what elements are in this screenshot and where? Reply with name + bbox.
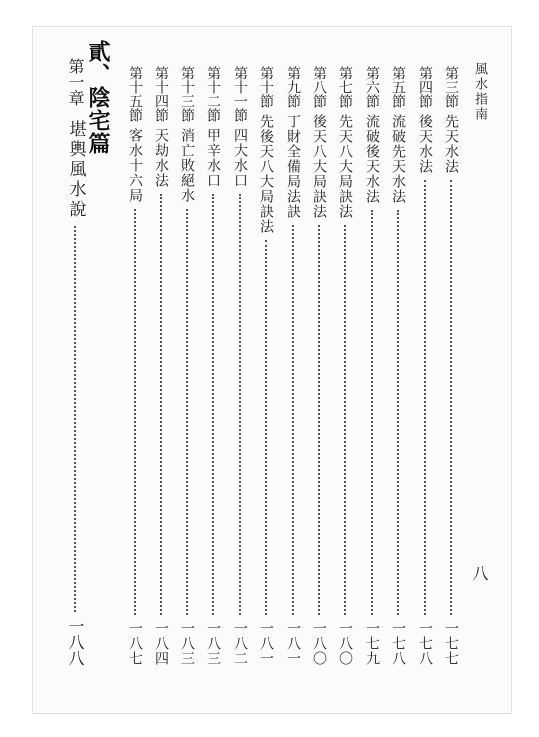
entry-title: 甲辛水口 [205, 128, 221, 188]
entry-label: 第三節 [443, 66, 459, 108]
entry-page: 一八三 [179, 621, 195, 666]
toc-entry[interactable] [229, 66, 251, 666]
entry-title: 流破後天水法 [364, 114, 380, 204]
entry-title: 消亡敗絕水 [179, 128, 195, 203]
dot-leader [265, 240, 267, 615]
entry-title: 先天八大局訣法 [337, 114, 353, 219]
entry-label: 第十三節 [179, 66, 195, 122]
entry-label: 第四節 [417, 66, 433, 108]
chapter-label: 第一章 [66, 58, 85, 106]
toc-entry[interactable] [440, 66, 462, 666]
toc-entry[interactable] [361, 66, 383, 666]
entry-title: 客水十六局 [127, 128, 143, 203]
entry-label: 第十四節 [153, 66, 169, 122]
entry-label: 第七節 [337, 66, 353, 108]
dot-leader [239, 194, 241, 615]
entry-page: 一八一 [285, 621, 301, 666]
entry-label: 第六節 [364, 66, 380, 108]
toc-chapter-entry[interactable] [62, 58, 88, 666]
entry-page: 一七九 [364, 621, 380, 666]
entry-page: 一八〇 [311, 621, 327, 666]
entry-title: 流破先天水法 [390, 114, 406, 204]
dot-leader [397, 210, 399, 615]
page-number: 八 [470, 565, 489, 581]
entry-label: 第十五節 [127, 66, 143, 122]
entry-label: 第十節 [258, 66, 274, 108]
entry-title: 先後天八大局訣法 [258, 114, 274, 234]
entry-label: 第十一節 [232, 66, 248, 122]
part-heading: 貳、陰宅篇 [85, 40, 110, 155]
toc-entry[interactable] [387, 66, 409, 666]
toc-entry[interactable] [202, 66, 224, 666]
dot-leader [318, 225, 320, 615]
dot-leader [292, 225, 294, 615]
toc-entry[interactable] [282, 66, 304, 666]
chapter-title: 堪輿風水說 [65, 120, 86, 220]
entry-page: 一八三 [205, 621, 221, 666]
entry-title: 先天水法 [443, 114, 459, 174]
toc-entry[interactable] [255, 66, 277, 666]
entry-label: 第八節 [311, 66, 327, 108]
entry-title: 丁財全備局法訣 [285, 114, 301, 219]
entry-page: 一八七 [127, 621, 143, 666]
entry-page: 一七七 [443, 621, 459, 666]
dot-leader [74, 226, 76, 612]
running-head: 風水指南 [472, 62, 487, 122]
entry-title: 天劫水法 [153, 128, 169, 188]
entry-page: 一八一 [258, 621, 274, 666]
dot-leader [160, 194, 162, 615]
entry-title: 後天八大局訣法 [311, 114, 327, 219]
entry-title: 後天水法 [417, 114, 433, 174]
chapter-page: 一八八 [66, 618, 85, 666]
entry-page: 一八二 [232, 621, 248, 666]
dot-leader [212, 194, 214, 615]
dot-leader [371, 210, 373, 615]
toc-entry[interactable] [308, 66, 330, 666]
entry-page: 一八〇 [337, 621, 353, 666]
toc-entry[interactable] [334, 66, 356, 666]
dot-leader [424, 180, 426, 615]
dot-leader [344, 225, 346, 615]
entry-title: 四大水口 [232, 128, 248, 188]
dot-leader [186, 209, 188, 615]
entry-label: 第十二節 [205, 66, 221, 122]
entry-page: 一七八 [417, 621, 433, 666]
entry-page: 一八四 [153, 621, 169, 666]
dot-leader [450, 180, 452, 615]
toc-entry[interactable] [176, 66, 198, 666]
entry-page: 一七八 [390, 621, 406, 666]
toc-entry[interactable] [414, 66, 436, 666]
toc-entry[interactable] [150, 66, 172, 666]
dot-leader [134, 209, 136, 615]
toc-entry[interactable] [124, 66, 146, 666]
entry-label: 第五節 [390, 66, 406, 108]
entry-label: 第九節 [285, 66, 301, 108]
